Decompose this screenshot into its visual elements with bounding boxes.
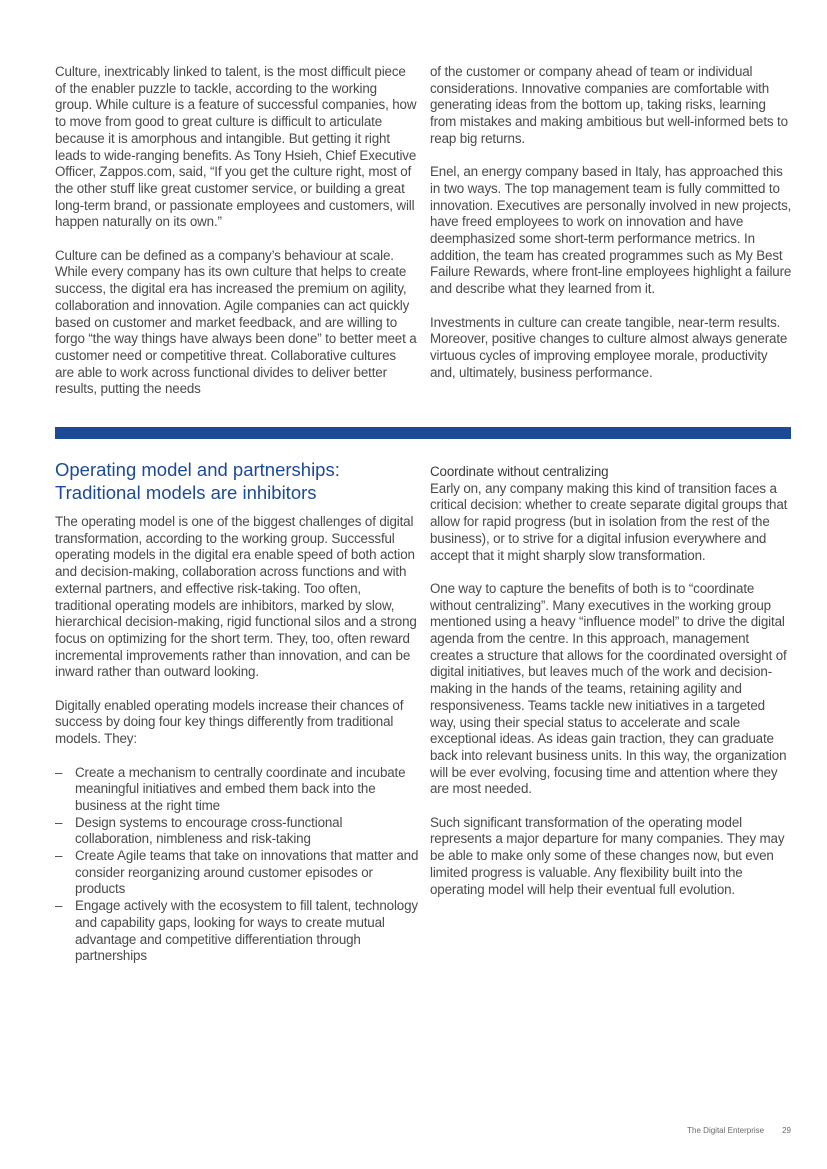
paragraph: of the customer or company ahead of team or individual considerations. Innovative companies are comfortable with generating ideas from the bottom up, taking risks, learning from mistakes and making ambitious but well-informed bets to reap big returns. xyxy=(430,64,788,146)
footer-title: The Digital Enterprise xyxy=(687,1126,765,1135)
paragraph: The operating model is one of the biggest challenges of digital transformation, according to the working group. Successful operating models in the digital era enable speed of both action and decision-making, collaboration across functions and with external partners, and effective risk-taking. Too often, traditional operating models are inhibitors, marked by slow, hierarchical decision-making, rigid functional silos and a strong focus on optimizing for the short term. They, too, often reward incremental improvements rather than innovation, and can be inward rather than outward looking. xyxy=(55,514,417,680)
top-right-column xyxy=(430,64,794,398)
paragraph: Investments in culture can create tangible, near-term results. Moreover, positive changes to culture almost always generate virtuous cycles of improving employee morale, productivity and, ultimately, business performance. xyxy=(430,314,788,380)
subheading: Coordinate without centralizing xyxy=(430,464,609,479)
list-item: – Create a mechanism to centrally coordinate and incubate meaningful initiatives and embed them back into the business at the right time xyxy=(55,765,420,815)
bottom-left-column xyxy=(55,514,420,965)
paragraph: One way to capture the benefits of both is to “coordinate without centralizing”. Many executives in the working group mentioned using a heavy “influence model” to drive the digital agenda from the centre. In this approach, management creates a structure that allows for the coordinated oversight of digital initiatives, but leaves much of the work and decision-making in the hands of the teams, retaining agility and responsiveness. Teams tackle new initiatives in a targeted way, using their special status to accelerate and scale exceptional ideas. As ideas gain traction, they can graduate back into relevant business units. In this way, the organization will be ever evolving, focusing time and attention where they are most needed. xyxy=(430,580,787,797)
paragraph: Digitally enabled operating models increase their chances of success by doing four key things differently from traditional models. They: xyxy=(55,697,404,747)
list-item: – Engage actively with the ecosystem to fill talent, technology and capability gaps, looking for ways to create mutual advantage and competitive differentiation through partnerships xyxy=(55,898,420,965)
paragraph: Early on, any company making this kind of transition faces a critical decision: whether to create separate digital groups that allow for rapid progress (but in isolation from the rest of the business), or to strive for a digital infusion everywhere and accept that it might sharply slow transformation. xyxy=(430,480,788,563)
bullet-list xyxy=(55,765,420,965)
section-divider-bar xyxy=(55,427,791,439)
paragraph: Enel, an energy company based in Italy, has approached this in two ways. The top management team is fully committed to innovation. Executives are personally involved in new projects, have freed employees to work on innovation and have deemphasized some short-term performance metrics. In addition, the team has created programmes such as My Best Failure Rewards, where front-line employees highlight a failure and describe what they learned from it. xyxy=(430,164,792,297)
section-heading: Operating model and partnerships: Traditional models are inhibitors xyxy=(55,459,340,503)
bottom-right-column xyxy=(430,464,794,915)
paragraph: Culture, inextricably linked to talent, is the most difficult piece of the enabler puzzle to tackle, according to the working group. While culture is a feature of successful companies, how to move from good to great culture is difficult to articulate because it is amorphous and intangible. But getting it right leads to wide-ranging benefits. As Tony Hsieh, Chief Executive Officer, Zappos.com, said, “If you get the culture right, most of the other stuff like great customer service, or building a great long-term brand, or passionate employees and customers, will happen naturally on its own.” xyxy=(55,64,417,230)
page-number: 29 xyxy=(782,1126,791,1135)
paragraph: Culture can be defined as a company’s behaviour at scale. While every company has its own culture that helps to create success, the digital era has increased the premium on agility, collaboration and innovation. Agile companies can act quickly based on customer and market feedback, and are willing to forgo “the way things have always been done” to better meet a customer need or competitive threat. Collaborative cultures are able to work across functional divides to deliver better results, putting the needs xyxy=(55,247,417,397)
paragraph: Such significant transformation of the operating model represents a major departure for many companies. They may be able to make only some of these changes now, but even limited progress is valuable. Any flexibility built into the operating model will help their eventual full evolution. xyxy=(430,814,785,897)
top-left-column xyxy=(55,64,417,415)
page-footer xyxy=(687,1126,791,1135)
list-item: – Create Agile teams that take on innovations that matter and consider reorganizing around customer episodes or products xyxy=(55,848,420,898)
list-item: – Design systems to encourage cross-functional collaboration, nimbleness and risk-taking xyxy=(55,815,420,848)
